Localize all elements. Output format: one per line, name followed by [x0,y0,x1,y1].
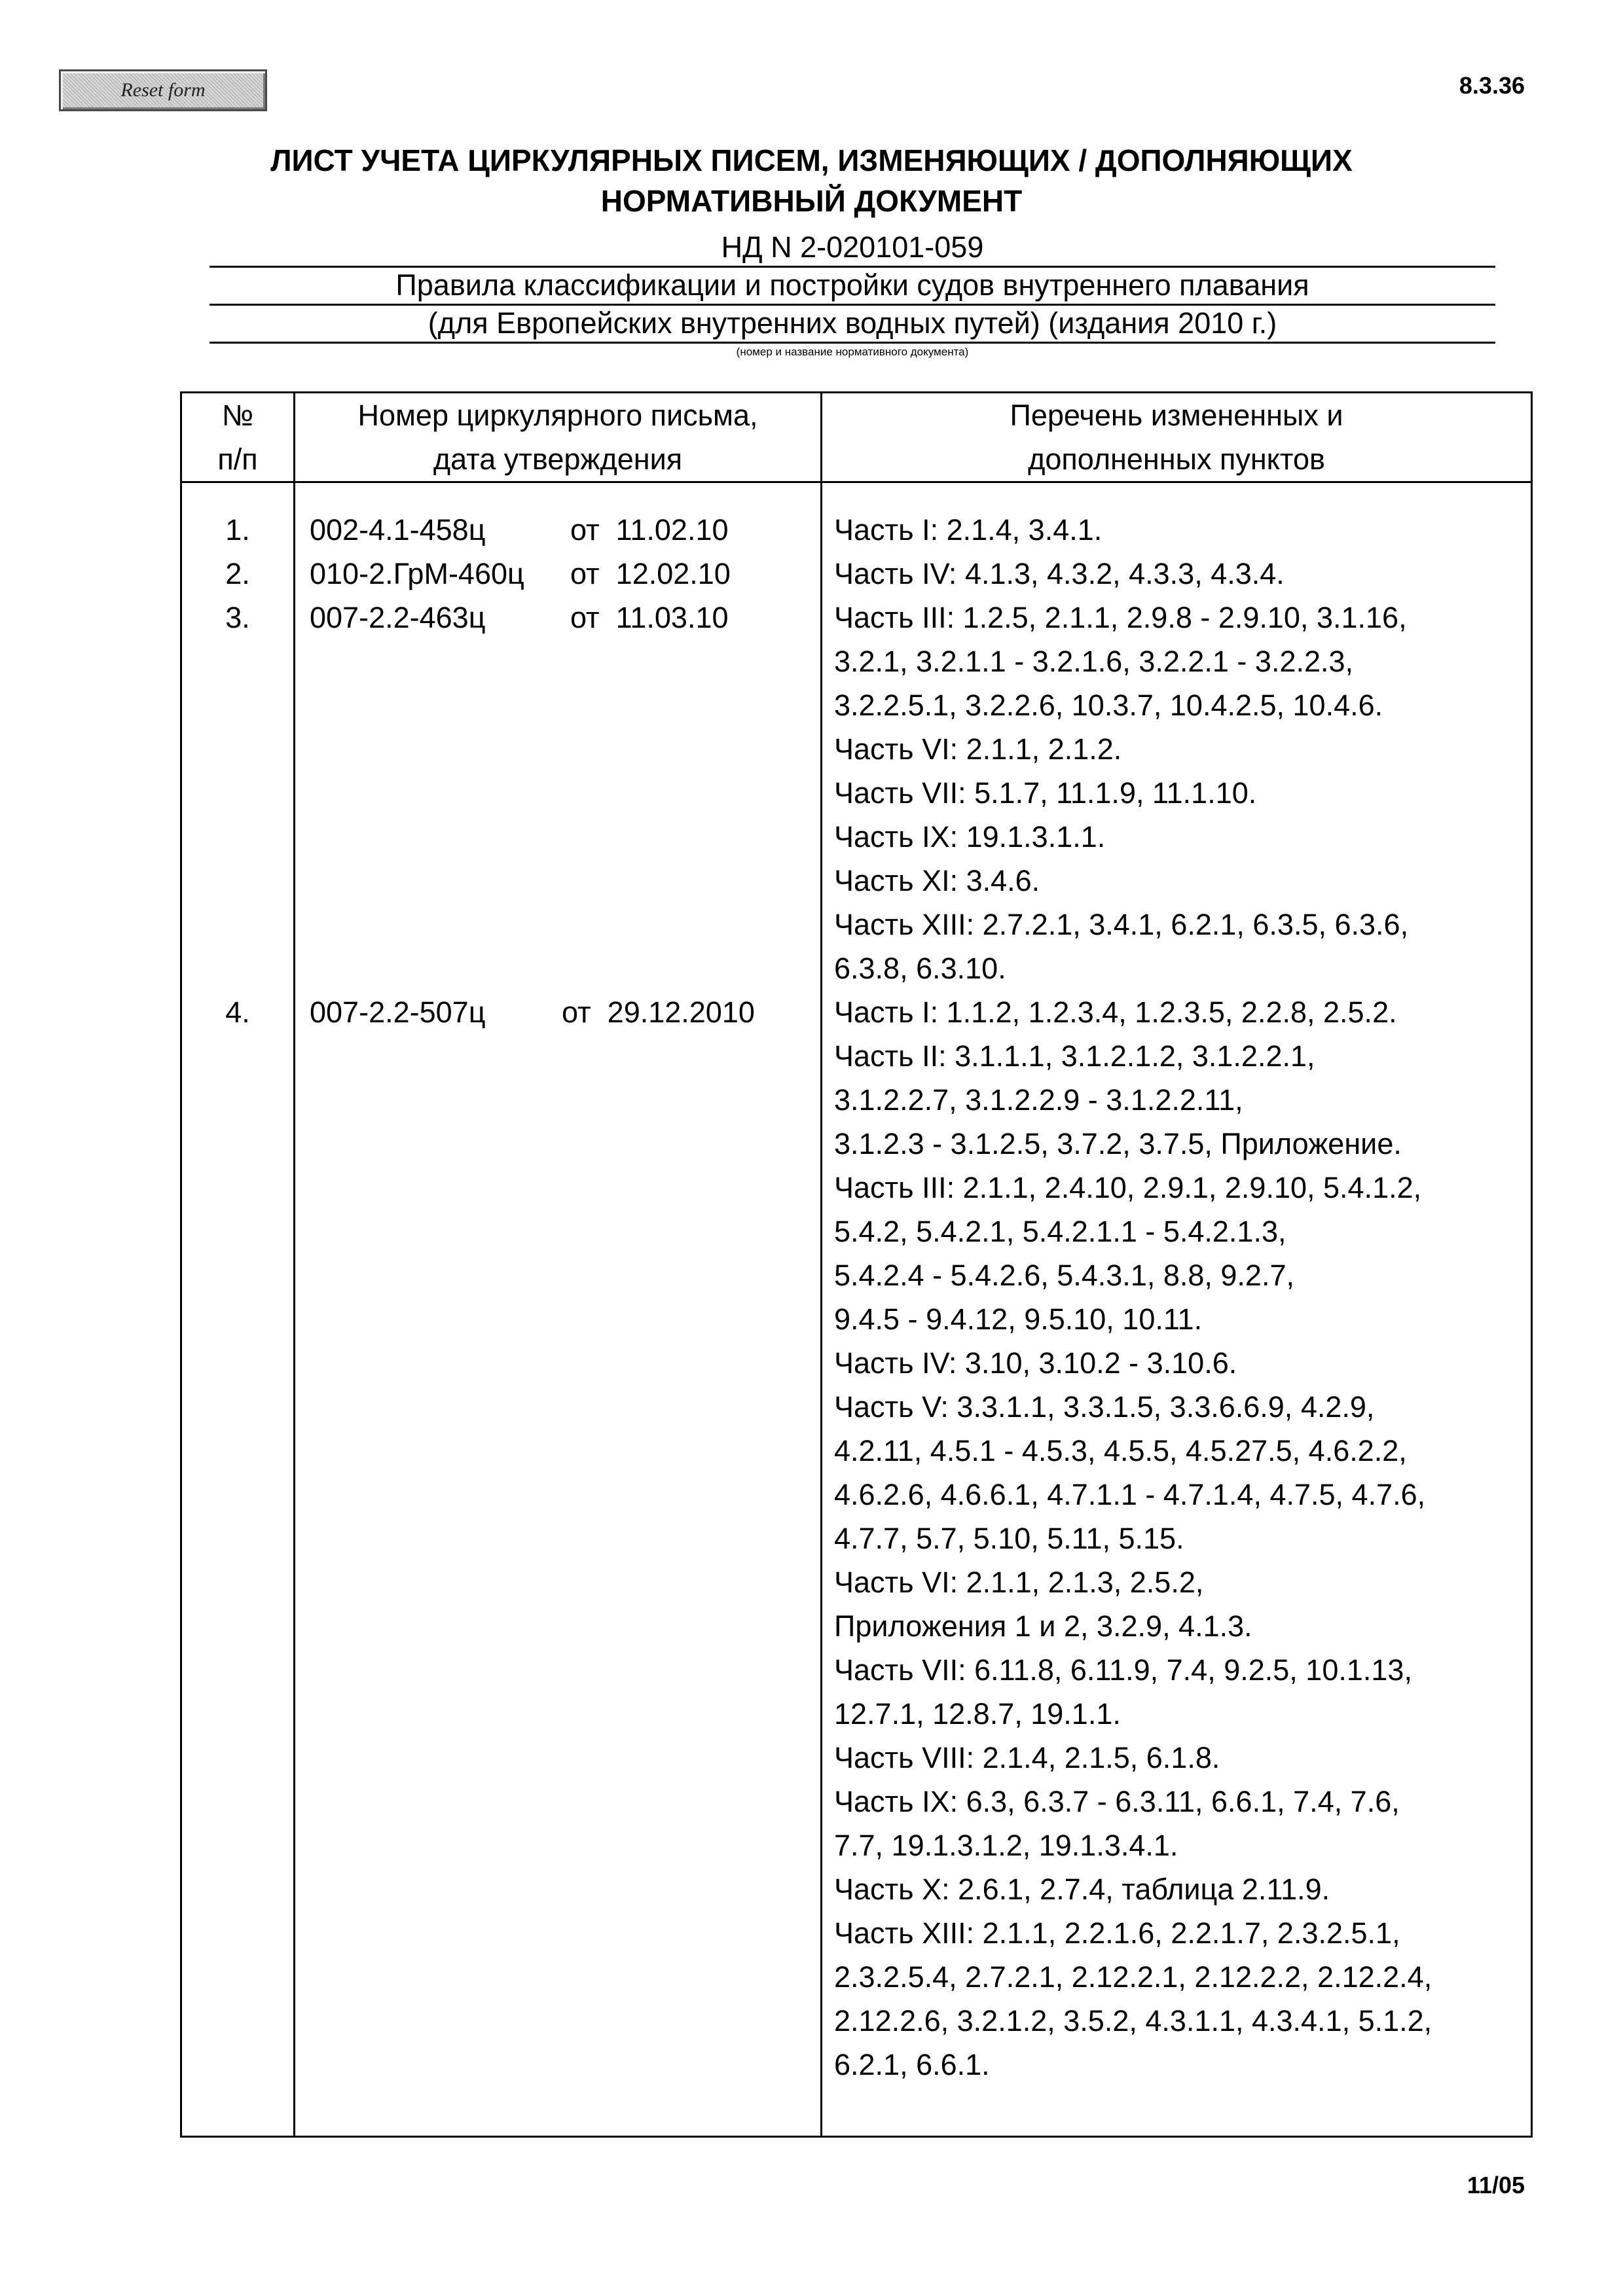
items-line: Часть IX: 19.1.3.1.1. [834,820,1106,853]
items-line: 6.2.1, 6.6.1. [834,2048,990,2081]
items-line: 3.1.2.3 - 3.1.2.5, 3.7.2, 3.7.5, Приложение. [834,1127,1402,1160]
form-code: 8.3.36 [1459,72,1525,99]
letter-date: 11.02.10 [615,513,729,547]
document-name-line-2: (для Европейских внутренних водных путей) (издания 2010 г.) [210,305,1495,344]
letter-entry [310,552,820,596]
items-line: 5.4.2.4 - 5.4.2.6, 5.4.3.1, 8.8, 9.2.7, [834,1259,1294,1292]
items-line: 2.3.2.5.4, 2.7.2.1, 2.12.2.1, 2.12.2.2, 2.12.2.4, [834,1960,1432,1994]
letter-date: 11.03.10 [615,601,729,634]
items-line: Часть VIII: 2.1.4, 2.1.5, 6.1.8. [834,1741,1220,1774]
items-line: Часть VII: 5.1.7, 11.1.9, 11.1.10. [834,776,1257,810]
items-line: Часть I: 2.1.4, 3.4.1. [834,513,1103,547]
letter-date: 29.12.2010 [607,996,755,1029]
items-line: Часть IV: 4.1.3, 4.3.2, 4.3.3, 4.3.4. [834,557,1285,590]
reset-form-button[interactable]: Reset form [59,69,267,111]
letter-entry [310,596,820,639]
items-line: Часть X: 2.6.1, 2.7.4, таблица 2.11.9. [834,1873,1330,1906]
letter-from: от [570,601,600,634]
items-line: 4.7.7, 5.7, 5.10, 5.11, 5.15. [834,1522,1184,1555]
items-line: Часть I: 1.1.2, 1.2.3.4, 1.2.3.5, 2.2.8, 2.5.2. [834,996,1397,1029]
letter-entry [310,990,820,1034]
items-line: Часть III: 1.2.5, 2.1.1, 2.9.8 - 2.9.10, 3.1.16, [834,601,1407,634]
items-line: 12.7.1, 12.8.7, 19.1.1. [834,1697,1121,1731]
items-line: 6.3.8, 6.3.10. [834,952,1006,985]
letter-from: от [562,996,591,1029]
items-line: Часть V: 3.3.1.1, 3.3.1.5, 3.3.6.6.9, 4.2.9, [834,1390,1375,1424]
document-caption: (номер и название нормативного документа) [736,346,969,358]
items-line: 3.2.2.5.1, 3.2.2.6, 10.3.7, 10.4.2.5, 10.4.6. [834,689,1383,722]
row-number: 1. [225,513,250,547]
document-name-line-1: Правила классификации и постройки судов внутреннего плавания [210,267,1495,306]
items-line: 9.4.5 - 9.4.12, 9.5.10, 10.11. [834,1302,1203,1336]
letter-column [295,482,822,2137]
header-items: Перечень измененных и дополненных пунктов [822,393,1532,482]
items-line: Часть VII: 6.11.8, 6.11.9, 7.4, 9.2.5, 10.1.13, [834,1653,1412,1687]
items-line: Часть XI: 3.4.6. [834,864,1040,897]
items-line: 3.1.2.2.7, 3.1.2.2.9 - 3.1.2.2.11, [834,1083,1243,1117]
circular-letters-table [180,391,1533,2138]
items-line: 2.12.2.6, 3.2.1.2, 3.5.2, 4.3.1.1, 4.3.4.1, 5.1.2, [834,2004,1432,2037]
table-body-row [181,482,1532,2137]
page-number: 11/05 [1467,2172,1525,2198]
items-line: Часть XIII: 2.7.2.1, 3.4.1, 6.2.1, 6.3.5, 6.3.6, [834,908,1409,941]
items-line: 5.4.2, 5.4.2.1, 5.4.2.1.1 - 5.4.2.1.3, [834,1215,1286,1248]
letter-entry [310,508,820,552]
items-line: Часть VI: 2.1.1, 2.1.2. [834,732,1122,766]
letter-from: от [570,513,600,547]
letter-from: от [570,557,600,590]
items-line: 4.2.11, 4.5.1 - 4.5.3, 4.5.5, 4.5.27.5, 4.6.2.2, [834,1434,1407,1467]
items-line: Часть VI: 2.1.1, 2.1.3, 2.5.2, [834,1566,1204,1599]
letter-number: 007-2.2-507ц [310,996,486,1029]
items-line: 7.7, 19.1.3.1.2, 19.1.3.4.1. [834,1829,1178,1862]
letter-number: 002-4.1-458ц [310,513,486,547]
document-number: НД N 2-020101-059 [210,229,1495,268]
row-number: 2. [225,557,250,590]
items-line: Приложения 1 и 2, 3.2.9, 4.1.3. [834,1609,1252,1643]
items-line: Часть II: 3.1.1.1, 3.1.2.1.2, 3.1.2.2.1, [834,1039,1315,1073]
letter-number: 007-2.2-463ц [310,601,486,634]
items-line: Часть IX: 6.3, 6.3.7 - 6.3.11, 6.6.1, 7.4, 7.6, [834,1785,1400,1818]
title-line-2: НОРМАТИВНЫЙ ДОКУМЕНТ [600,184,1023,218]
page-title [0,140,1623,221]
items-line: 4.6.2.6, 4.6.6.1, 4.7.1.1 - 4.7.1.4, 4.7.5, 4.7.6, [834,1478,1426,1511]
title-line-1: ЛИСТ УЧЕТА ЦИРКУЛЯРНЫХ ПИСЕМ, ИЗМЕНЯЮЩИХ / ДОПОЛНЯЮЩИХ [270,143,1353,177]
letter-number: 010-2.ГрМ-460ц [310,557,524,590]
row-number: 3. [225,601,250,634]
number-column [181,482,295,2137]
items-line: Часть XIII: 2.1.1, 2.2.1.6, 2.2.1.7, 2.3.2.5.1, [834,1916,1400,1950]
header-letter: Номер циркулярного письма, дата утверждения [295,393,822,482]
letter-date: 12.02.10 [615,557,731,590]
items-column [822,482,1532,2137]
table-header-row [181,393,1532,482]
items-line: Часть III: 2.1.1, 2.4.10, 2.9.1, 2.9.10, 5.4.1.2, [834,1171,1422,1204]
items-line: 3.2.1, 3.2.1.1 - 3.2.1.6, 3.2.2.1 - 3.2.2.3, [834,645,1354,678]
row-number: 4. [225,996,250,1029]
header-number: № п/п [181,393,295,482]
items-line: Часть IV: 3.10, 3.10.2 - 3.10.6. [834,1346,1237,1380]
